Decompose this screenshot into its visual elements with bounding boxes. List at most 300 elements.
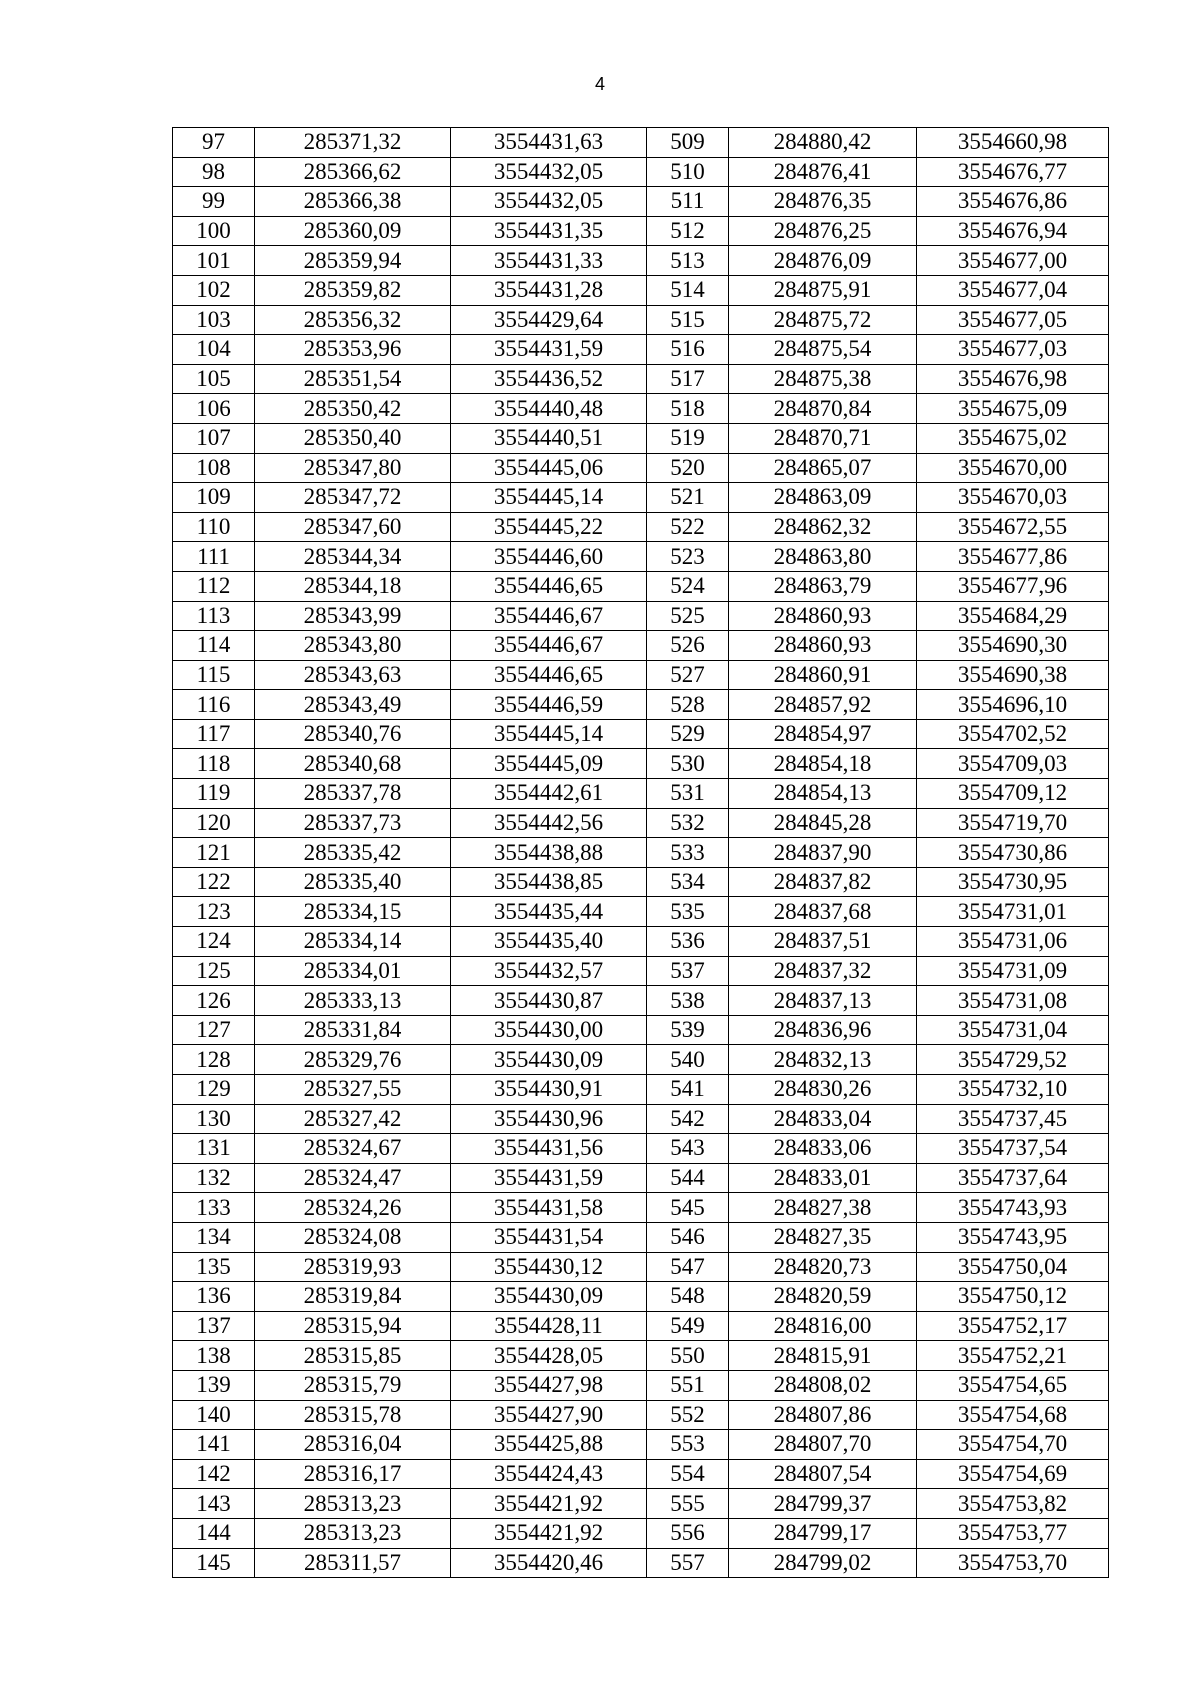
x-coordinate-cell: 284808,02 (729, 1370, 917, 1400)
table-row (173, 956, 1109, 986)
point-number-cell: 515 (647, 305, 729, 335)
y-coordinate-cell: 3554719,70 (917, 808, 1109, 838)
x-coordinate-cell: 284837,90 (729, 838, 917, 868)
point-number-cell: 555 (647, 1489, 729, 1519)
point-number-cell: 549 (647, 1311, 729, 1341)
point-number-cell: 548 (647, 1282, 729, 1312)
point-number-cell: 554 (647, 1459, 729, 1489)
y-coordinate-cell: 3554731,01 (917, 897, 1109, 927)
x-coordinate-cell: 284799,17 (729, 1518, 917, 1548)
y-coordinate-cell: 3554425,88 (451, 1430, 647, 1460)
point-number-cell: 509 (647, 128, 729, 158)
y-coordinate-cell: 3554431,35 (451, 216, 647, 246)
table-row (173, 1193, 1109, 1223)
point-number-cell: 536 (647, 927, 729, 957)
x-coordinate-cell: 285311,57 (255, 1548, 451, 1578)
point-number-cell: 510 (647, 157, 729, 187)
y-coordinate-cell: 3554732,10 (917, 1075, 1109, 1105)
x-coordinate-cell: 285347,60 (255, 512, 451, 542)
point-number-cell: 532 (647, 808, 729, 838)
y-coordinate-cell: 3554445,22 (451, 512, 647, 542)
y-coordinate-cell: 3554432,57 (451, 956, 647, 986)
table-row (173, 216, 1109, 246)
point-number-cell: 106 (173, 394, 255, 424)
x-coordinate-cell: 285335,42 (255, 838, 451, 868)
y-coordinate-cell: 3554753,82 (917, 1489, 1109, 1519)
point-number-cell: 142 (173, 1459, 255, 1489)
y-coordinate-cell: 3554754,70 (917, 1430, 1109, 1460)
point-number-cell: 140 (173, 1400, 255, 1430)
x-coordinate-cell: 284854,18 (729, 749, 917, 779)
table-row (173, 1311, 1109, 1341)
x-coordinate-cell: 285313,23 (255, 1518, 451, 1548)
point-number-cell: 530 (647, 749, 729, 779)
x-coordinate-cell: 285340,76 (255, 719, 451, 749)
point-number-cell: 539 (647, 1015, 729, 1045)
x-coordinate-cell: 284870,71 (729, 423, 917, 453)
point-number-cell: 513 (647, 246, 729, 276)
y-coordinate-cell: 3554729,52 (917, 1045, 1109, 1075)
table-row (173, 453, 1109, 483)
x-coordinate-cell: 284876,09 (729, 246, 917, 276)
x-coordinate-cell: 285324,26 (255, 1193, 451, 1223)
point-number-cell: 115 (173, 660, 255, 690)
point-number-cell: 522 (647, 512, 729, 542)
y-coordinate-cell: 3554424,43 (451, 1459, 647, 1489)
y-coordinate-cell: 3554428,05 (451, 1341, 647, 1371)
y-coordinate-cell: 3554435,44 (451, 897, 647, 927)
point-number-cell: 511 (647, 187, 729, 217)
x-coordinate-cell: 284854,13 (729, 779, 917, 809)
point-number-cell: 125 (173, 956, 255, 986)
y-coordinate-cell: 3554430,00 (451, 1015, 647, 1045)
x-coordinate-cell: 284837,68 (729, 897, 917, 927)
table-row (173, 927, 1109, 957)
x-coordinate-cell: 285359,94 (255, 246, 451, 276)
point-number-cell: 120 (173, 808, 255, 838)
table-row (173, 305, 1109, 335)
page-number: 4 (594, 74, 605, 94)
x-coordinate-cell: 285347,80 (255, 453, 451, 483)
x-coordinate-cell: 284837,51 (729, 927, 917, 957)
y-coordinate-cell: 3554676,86 (917, 187, 1109, 217)
y-coordinate-cell: 3554743,93 (917, 1193, 1109, 1223)
x-coordinate-cell: 285344,18 (255, 571, 451, 601)
x-coordinate-cell: 284876,41 (729, 157, 917, 187)
point-number-cell: 527 (647, 660, 729, 690)
point-number-cell: 110 (173, 512, 255, 542)
x-coordinate-cell: 284837,82 (729, 867, 917, 897)
y-coordinate-cell: 3554446,59 (451, 690, 647, 720)
point-number-cell: 127 (173, 1015, 255, 1045)
point-number-cell: 543 (647, 1134, 729, 1164)
point-number-cell: 139 (173, 1370, 255, 1400)
table-row (173, 1548, 1109, 1578)
x-coordinate-cell: 284863,79 (729, 571, 917, 601)
y-coordinate-cell: 3554427,90 (451, 1400, 647, 1430)
y-coordinate-cell: 3554430,12 (451, 1252, 647, 1282)
table-row (173, 542, 1109, 572)
y-coordinate-cell: 3554690,30 (917, 631, 1109, 661)
point-number-cell: 552 (647, 1400, 729, 1430)
x-coordinate-cell: 285340,68 (255, 749, 451, 779)
point-number-cell: 526 (647, 631, 729, 661)
y-coordinate-cell: 3554702,52 (917, 719, 1109, 749)
x-coordinate-cell: 285353,96 (255, 335, 451, 365)
point-number-cell: 116 (173, 690, 255, 720)
x-coordinate-cell: 284875,91 (729, 275, 917, 305)
point-number-cell: 520 (647, 453, 729, 483)
x-coordinate-cell: 284837,32 (729, 956, 917, 986)
point-number-cell: 521 (647, 483, 729, 513)
x-coordinate-cell: 284807,86 (729, 1400, 917, 1430)
y-coordinate-cell: 3554731,06 (917, 927, 1109, 957)
x-coordinate-cell: 285335,40 (255, 867, 451, 897)
point-number-cell: 531 (647, 779, 729, 809)
y-coordinate-cell: 3554675,02 (917, 423, 1109, 453)
x-coordinate-cell: 284860,93 (729, 631, 917, 661)
point-number-cell: 537 (647, 956, 729, 986)
y-coordinate-cell: 3554442,61 (451, 779, 647, 809)
y-coordinate-cell: 3554677,00 (917, 246, 1109, 276)
y-coordinate-cell: 3554731,04 (917, 1015, 1109, 1045)
y-coordinate-cell: 3554432,05 (451, 157, 647, 187)
table-row (173, 335, 1109, 365)
x-coordinate-cell: 285316,04 (255, 1430, 451, 1460)
x-coordinate-cell: 284865,07 (729, 453, 917, 483)
y-coordinate-cell: 3554430,09 (451, 1282, 647, 1312)
x-coordinate-cell: 285343,99 (255, 601, 451, 631)
table-row (173, 719, 1109, 749)
y-coordinate-cell: 3554421,92 (451, 1518, 647, 1548)
table-row (173, 749, 1109, 779)
y-coordinate-cell: 3554435,40 (451, 927, 647, 957)
y-coordinate-cell: 3554431,33 (451, 246, 647, 276)
x-coordinate-cell: 284799,02 (729, 1548, 917, 1578)
x-coordinate-cell: 285324,47 (255, 1163, 451, 1193)
y-coordinate-cell: 3554676,98 (917, 364, 1109, 394)
table-row (173, 1370, 1109, 1400)
table-row (173, 246, 1109, 276)
point-number-cell: 109 (173, 483, 255, 513)
y-coordinate-cell: 3554675,09 (917, 394, 1109, 424)
x-coordinate-cell: 284837,13 (729, 986, 917, 1016)
y-coordinate-cell: 3554430,09 (451, 1045, 647, 1075)
point-number-cell: 525 (647, 601, 729, 631)
y-coordinate-cell: 3554431,59 (451, 335, 647, 365)
table-row (173, 128, 1109, 158)
y-coordinate-cell: 3554430,91 (451, 1075, 647, 1105)
table-row (173, 986, 1109, 1016)
table-row (173, 187, 1109, 217)
y-coordinate-cell: 3554446,67 (451, 601, 647, 631)
x-coordinate-cell: 284833,06 (729, 1134, 917, 1164)
point-number-cell: 535 (647, 897, 729, 927)
y-coordinate-cell: 3554428,11 (451, 1311, 647, 1341)
y-coordinate-cell: 3554730,86 (917, 838, 1109, 868)
y-coordinate-cell: 3554431,28 (451, 275, 647, 305)
point-number-cell: 113 (173, 601, 255, 631)
y-coordinate-cell: 3554737,45 (917, 1104, 1109, 1134)
point-number-cell: 121 (173, 838, 255, 868)
point-number-cell: 138 (173, 1341, 255, 1371)
y-coordinate-cell: 3554438,88 (451, 838, 647, 868)
x-coordinate-cell: 285329,76 (255, 1045, 451, 1075)
point-number-cell: 512 (647, 216, 729, 246)
y-coordinate-cell: 3554670,03 (917, 483, 1109, 513)
y-coordinate-cell: 3554436,52 (451, 364, 647, 394)
point-number-cell: 523 (647, 542, 729, 572)
table-row (173, 1015, 1109, 1045)
y-coordinate-cell: 3554445,09 (451, 749, 647, 779)
y-coordinate-cell: 3554432,05 (451, 187, 647, 217)
point-number-cell: 111 (173, 542, 255, 572)
x-coordinate-cell: 285327,42 (255, 1104, 451, 1134)
point-number-cell: 514 (647, 275, 729, 305)
x-coordinate-cell: 284820,59 (729, 1282, 917, 1312)
x-coordinate-cell: 285316,17 (255, 1459, 451, 1489)
x-coordinate-cell: 285334,14 (255, 927, 451, 957)
point-number-cell: 145 (173, 1548, 255, 1578)
table-row (173, 1163, 1109, 1193)
x-coordinate-cell: 285319,93 (255, 1252, 451, 1282)
x-coordinate-cell: 285319,84 (255, 1282, 451, 1312)
point-number-cell: 124 (173, 927, 255, 957)
x-coordinate-cell: 284876,35 (729, 187, 917, 217)
y-coordinate-cell: 3554709,12 (917, 779, 1109, 809)
y-coordinate-cell: 3554445,14 (451, 483, 647, 513)
y-coordinate-cell: 3554670,00 (917, 453, 1109, 483)
y-coordinate-cell: 3554430,96 (451, 1104, 647, 1134)
x-coordinate-cell: 284799,37 (729, 1489, 917, 1519)
x-coordinate-cell: 285350,42 (255, 394, 451, 424)
table-row (173, 660, 1109, 690)
point-number-cell: 534 (647, 867, 729, 897)
point-number-cell: 107 (173, 423, 255, 453)
x-coordinate-cell: 284807,54 (729, 1459, 917, 1489)
x-coordinate-cell: 284827,38 (729, 1193, 917, 1223)
y-coordinate-cell: 3554696,10 (917, 690, 1109, 720)
coordinates-table (172, 127, 1109, 1578)
y-coordinate-cell: 3554445,14 (451, 719, 647, 749)
y-coordinate-cell: 3554431,63 (451, 128, 647, 158)
y-coordinate-cell: 3554446,65 (451, 660, 647, 690)
x-coordinate-cell: 284876,25 (729, 216, 917, 246)
y-coordinate-cell: 3554431,56 (451, 1134, 647, 1164)
y-coordinate-cell: 3554753,77 (917, 1518, 1109, 1548)
point-number-cell: 135 (173, 1252, 255, 1282)
y-coordinate-cell: 3554440,51 (451, 423, 647, 453)
table-row (173, 631, 1109, 661)
y-coordinate-cell: 3554427,98 (451, 1370, 647, 1400)
point-number-cell: 517 (647, 364, 729, 394)
point-number-cell: 129 (173, 1075, 255, 1105)
y-coordinate-cell: 3554677,86 (917, 542, 1109, 572)
table-row (173, 364, 1109, 394)
y-coordinate-cell: 3554731,08 (917, 986, 1109, 1016)
point-number-cell: 547 (647, 1252, 729, 1282)
y-coordinate-cell: 3554676,77 (917, 157, 1109, 187)
y-coordinate-cell: 3554446,67 (451, 631, 647, 661)
y-coordinate-cell: 3554737,64 (917, 1163, 1109, 1193)
point-number-cell: 117 (173, 719, 255, 749)
point-number-cell: 123 (173, 897, 255, 927)
y-coordinate-cell: 3554420,46 (451, 1548, 647, 1578)
x-coordinate-cell: 284816,00 (729, 1311, 917, 1341)
x-coordinate-cell: 285343,63 (255, 660, 451, 690)
table-row (173, 897, 1109, 927)
y-coordinate-cell: 3554431,54 (451, 1222, 647, 1252)
x-coordinate-cell: 285315,94 (255, 1311, 451, 1341)
point-number-cell: 550 (647, 1341, 729, 1371)
table-row (173, 423, 1109, 453)
table-row (173, 157, 1109, 187)
x-coordinate-cell: 285334,01 (255, 956, 451, 986)
x-coordinate-cell: 285337,78 (255, 779, 451, 809)
table-row (173, 690, 1109, 720)
x-coordinate-cell: 284863,09 (729, 483, 917, 513)
table-row (173, 808, 1109, 838)
point-number-cell: 99 (173, 187, 255, 217)
x-coordinate-cell: 284880,42 (729, 128, 917, 158)
x-coordinate-cell: 285337,73 (255, 808, 451, 838)
x-coordinate-cell: 285359,82 (255, 275, 451, 305)
point-number-cell: 104 (173, 335, 255, 365)
table-row (173, 1282, 1109, 1312)
x-coordinate-cell: 285350,40 (255, 423, 451, 453)
y-coordinate-cell: 3554677,04 (917, 275, 1109, 305)
x-coordinate-cell: 285324,67 (255, 1134, 451, 1164)
x-coordinate-cell: 284820,73 (729, 1252, 917, 1282)
point-number-cell: 516 (647, 335, 729, 365)
x-coordinate-cell: 285366,62 (255, 157, 451, 187)
point-number-cell: 556 (647, 1518, 729, 1548)
x-coordinate-cell: 284875,38 (729, 364, 917, 394)
y-coordinate-cell: 3554754,69 (917, 1459, 1109, 1489)
point-number-cell: 119 (173, 779, 255, 809)
y-coordinate-cell: 3554660,98 (917, 128, 1109, 158)
table-row (173, 1489, 1109, 1519)
point-number-cell: 100 (173, 216, 255, 246)
table-row (173, 1430, 1109, 1460)
y-coordinate-cell: 3554690,38 (917, 660, 1109, 690)
y-coordinate-cell: 3554677,96 (917, 571, 1109, 601)
y-coordinate-cell: 3554684,29 (917, 601, 1109, 631)
point-number-cell: 141 (173, 1430, 255, 1460)
y-coordinate-cell: 3554445,06 (451, 453, 647, 483)
x-coordinate-cell: 284863,80 (729, 542, 917, 572)
y-coordinate-cell: 3554438,85 (451, 867, 647, 897)
y-coordinate-cell: 3554442,56 (451, 808, 647, 838)
x-coordinate-cell: 284845,28 (729, 808, 917, 838)
point-number-cell: 102 (173, 275, 255, 305)
y-coordinate-cell: 3554709,03 (917, 749, 1109, 779)
x-coordinate-cell: 284875,72 (729, 305, 917, 335)
point-number-cell: 528 (647, 690, 729, 720)
y-coordinate-cell: 3554429,64 (451, 305, 647, 335)
x-coordinate-cell: 284862,32 (729, 512, 917, 542)
point-number-cell: 134 (173, 1222, 255, 1252)
point-number-cell: 557 (647, 1548, 729, 1578)
point-number-cell: 128 (173, 1045, 255, 1075)
x-coordinate-cell: 285351,54 (255, 364, 451, 394)
y-coordinate-cell: 3554446,65 (451, 571, 647, 601)
point-number-cell: 118 (173, 749, 255, 779)
x-coordinate-cell: 284860,91 (729, 660, 917, 690)
x-coordinate-cell: 284807,70 (729, 1430, 917, 1460)
x-coordinate-cell: 285343,80 (255, 631, 451, 661)
x-coordinate-cell: 285327,55 (255, 1075, 451, 1105)
point-number-cell: 538 (647, 986, 729, 1016)
point-number-cell: 131 (173, 1134, 255, 1164)
y-coordinate-cell: 3554752,21 (917, 1341, 1109, 1371)
x-coordinate-cell: 285344,34 (255, 542, 451, 572)
x-coordinate-cell: 285343,49 (255, 690, 451, 720)
x-coordinate-cell: 285333,13 (255, 986, 451, 1016)
table-row (173, 1075, 1109, 1105)
x-coordinate-cell: 285324,08 (255, 1222, 451, 1252)
x-coordinate-cell: 284836,96 (729, 1015, 917, 1045)
point-number-cell: 533 (647, 838, 729, 868)
x-coordinate-cell: 284830,26 (729, 1075, 917, 1105)
point-number-cell: 103 (173, 305, 255, 335)
x-coordinate-cell: 285347,72 (255, 483, 451, 513)
point-number-cell: 122 (173, 867, 255, 897)
y-coordinate-cell: 3554421,92 (451, 1489, 647, 1519)
point-number-cell: 97 (173, 128, 255, 158)
y-coordinate-cell: 3554431,58 (451, 1193, 647, 1223)
point-number-cell: 544 (647, 1163, 729, 1193)
table-row (173, 779, 1109, 809)
y-coordinate-cell: 3554753,70 (917, 1548, 1109, 1578)
table-row (173, 1341, 1109, 1371)
point-number-cell: 130 (173, 1104, 255, 1134)
point-number-cell: 144 (173, 1518, 255, 1548)
table-row (173, 1104, 1109, 1134)
point-number-cell: 542 (647, 1104, 729, 1134)
point-number-cell: 112 (173, 571, 255, 601)
y-coordinate-cell: 3554754,68 (917, 1400, 1109, 1430)
x-coordinate-cell: 285315,79 (255, 1370, 451, 1400)
x-coordinate-cell: 285356,32 (255, 305, 451, 335)
y-coordinate-cell: 3554750,12 (917, 1282, 1109, 1312)
y-coordinate-cell: 3554446,60 (451, 542, 647, 572)
point-number-cell: 137 (173, 1311, 255, 1341)
table-row (173, 1518, 1109, 1548)
point-number-cell: 98 (173, 157, 255, 187)
y-coordinate-cell: 3554743,95 (917, 1222, 1109, 1252)
y-coordinate-cell: 3554752,17 (917, 1311, 1109, 1341)
table-row (173, 867, 1109, 897)
x-coordinate-cell: 285360,09 (255, 216, 451, 246)
point-number-cell: 545 (647, 1193, 729, 1223)
x-coordinate-cell: 284832,13 (729, 1045, 917, 1075)
x-coordinate-cell: 284827,35 (729, 1222, 917, 1252)
x-coordinate-cell: 284875,54 (729, 335, 917, 365)
y-coordinate-cell: 3554754,65 (917, 1370, 1109, 1400)
x-coordinate-cell: 285313,23 (255, 1489, 451, 1519)
table-row (173, 394, 1109, 424)
x-coordinate-cell: 284857,92 (729, 690, 917, 720)
point-number-cell: 553 (647, 1430, 729, 1460)
table-row (173, 1459, 1109, 1489)
x-coordinate-cell: 284854,97 (729, 719, 917, 749)
point-number-cell: 524 (647, 571, 729, 601)
x-coordinate-cell: 284870,84 (729, 394, 917, 424)
x-coordinate-cell: 284833,01 (729, 1163, 917, 1193)
x-coordinate-cell: 284860,93 (729, 601, 917, 631)
table-row (173, 1252, 1109, 1282)
